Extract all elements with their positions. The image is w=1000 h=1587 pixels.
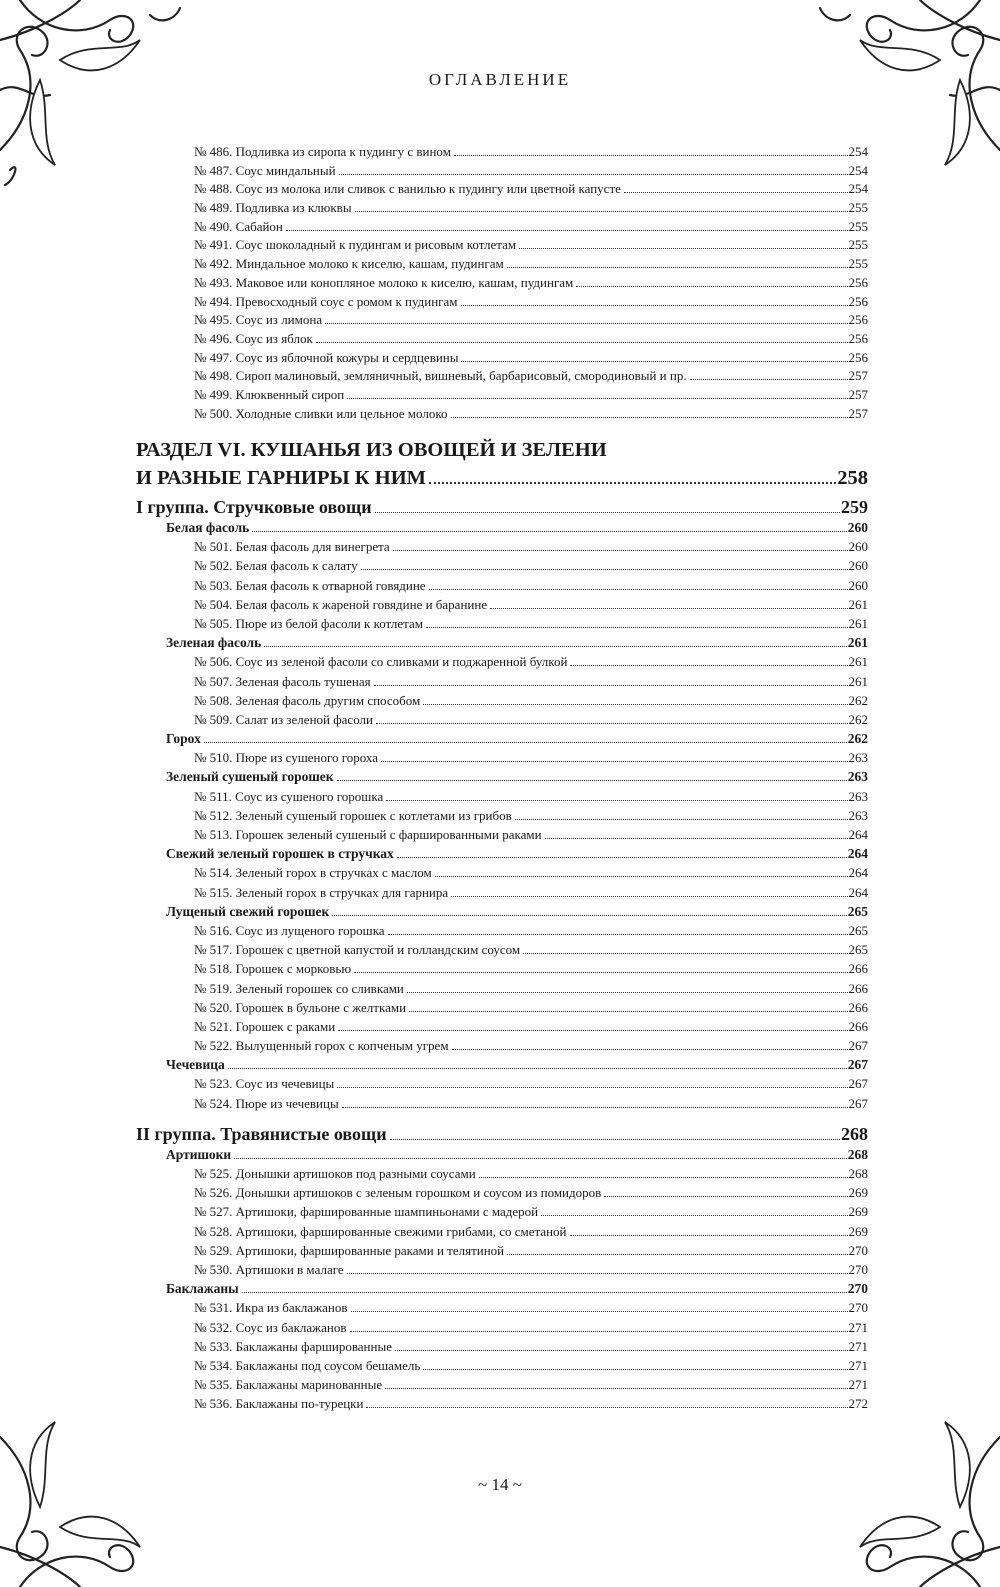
entry-page: 257 xyxy=(848,368,868,384)
entry-page: 254 xyxy=(848,144,868,159)
toc-entry-recipe[interactable] xyxy=(136,1183,868,1202)
entry-title: № 509. Салат из зеленой фасоли xyxy=(194,711,373,727)
section-heading[interactable] xyxy=(136,436,868,492)
entry-title: № 486. Подливка из сиропа к пудингу с вином xyxy=(194,144,451,159)
running-head: ОГЛАВЛЕНИЕ xyxy=(428,70,572,89)
toc-entry-recipe[interactable] xyxy=(136,386,868,405)
entry-page: 269 xyxy=(848,1204,868,1220)
entry-title: № 517. Горошек с цветной капустой и голландским соусом xyxy=(194,942,521,958)
entry-title: № 492. Миндальное молоко к киселю, кашам, пудингам xyxy=(194,256,504,272)
dot-leader xyxy=(355,211,848,212)
dot-leader xyxy=(386,800,847,801)
toc-entry-recipe[interactable] xyxy=(136,330,868,349)
toc-entry-recipe[interactable] xyxy=(136,979,868,998)
dot-leader xyxy=(351,1311,848,1312)
dot-leader xyxy=(375,512,840,513)
dot-leader xyxy=(388,934,848,935)
entry-title: № 526. Донышки артишоков с зеленым горошком и соусом из помидоров xyxy=(194,1185,602,1201)
dot-leader xyxy=(354,972,847,973)
entry-title: Зеленая фасоль xyxy=(166,635,262,651)
dot-leader xyxy=(407,992,848,993)
toc-entry-recipe[interactable] xyxy=(136,143,868,162)
entry-title: № 501. Белая фасоль для винегрета xyxy=(194,539,390,555)
entry-title: № 518. Горошек с морковью xyxy=(194,961,352,977)
entry-page: 263 xyxy=(848,750,868,766)
dot-leader xyxy=(515,819,848,820)
toc-list-top xyxy=(136,143,868,423)
entry-title: № 493. Маковое или конопляное молоко к киселю, кашам, пудингам xyxy=(194,274,574,290)
entry-page: 266 xyxy=(848,1018,868,1034)
entry-page: 255 xyxy=(848,256,868,272)
entry-page: 269 xyxy=(848,1185,868,1201)
entry-title: № 513. Горошек зеленый сушеный с фаршированными раками xyxy=(194,827,542,842)
entry-title: Горох xyxy=(166,731,201,747)
toc-entry-subgroup[interactable] xyxy=(136,1279,868,1298)
dot-leader xyxy=(519,248,847,249)
dot-leader xyxy=(325,323,847,324)
toc-entry-recipe[interactable] xyxy=(136,959,868,978)
entry-title: № 495. Соус из лимона xyxy=(194,312,323,328)
toc-entry-recipe[interactable] xyxy=(136,672,868,691)
dot-leader xyxy=(451,417,848,418)
entry-page: 270 xyxy=(848,1261,868,1277)
toc-entry-recipe[interactable] xyxy=(136,405,868,424)
entry-page: 266 xyxy=(848,980,868,996)
toc-entry-recipe[interactable] xyxy=(136,1318,868,1337)
toc-entry-recipe[interactable] xyxy=(136,218,868,237)
dot-leader xyxy=(347,398,847,399)
entry-page: 256 xyxy=(848,330,868,346)
entry-title: № 511. Соус из сушеного горошка xyxy=(194,788,384,804)
dot-leader xyxy=(337,1087,847,1088)
entry-title: Зеленый сушеный горошек xyxy=(166,769,334,785)
toc-entry-recipe[interactable] xyxy=(136,1394,868,1413)
toc-entry-subgroup[interactable] xyxy=(136,902,868,921)
entry-title: Свежий зеленый горошек в стручках xyxy=(166,846,394,862)
entry-title: № 497. Соус из яблочной кожуры и сердцевины xyxy=(194,349,459,365)
toc-entry-recipe[interactable] xyxy=(136,556,868,575)
dot-leader xyxy=(423,1369,847,1370)
entry-page: 261 xyxy=(847,635,868,651)
entry-page: 261 xyxy=(848,673,868,689)
entry-page: 261 xyxy=(848,654,868,670)
dot-leader xyxy=(242,1292,847,1293)
dot-leader xyxy=(545,838,848,839)
dot-leader xyxy=(361,569,848,570)
entry-page: 260 xyxy=(848,558,868,574)
dot-leader xyxy=(286,230,848,231)
toc-entry-recipe[interactable] xyxy=(136,652,868,671)
entry-title: № 535. Баклажаны маринованные xyxy=(194,1377,383,1393)
entry-title: № 533. Баклажаны фаршированные xyxy=(194,1338,392,1354)
entry-page: 271 xyxy=(848,1357,868,1373)
page-number: ~ 14 ~ xyxy=(478,1475,522,1494)
entry-page: 260 xyxy=(848,539,868,555)
entry-title: № 516. Соус из лущеного горошка xyxy=(194,922,385,938)
dot-leader xyxy=(397,857,847,858)
toc-entry-recipe[interactable] xyxy=(136,1036,868,1055)
dot-leader xyxy=(423,704,847,705)
dot-leader xyxy=(376,723,848,724)
dot-leader xyxy=(570,665,847,666)
toc-entry-recipe[interactable] xyxy=(136,1260,868,1279)
entry-page: 263 xyxy=(848,788,868,804)
entry-title: № 528. Артишоки, фаршированные свежими грибами, со сметаной xyxy=(194,1223,567,1239)
dot-leader xyxy=(374,685,848,686)
entry-page: 267 xyxy=(848,1095,868,1111)
toc-entry-recipe[interactable] xyxy=(136,1298,868,1317)
toc-entry-recipe[interactable] xyxy=(136,863,868,882)
dot-leader xyxy=(234,1158,847,1159)
toc-entry-recipe[interactable] xyxy=(136,787,868,806)
entry-page: 267 xyxy=(847,1057,868,1073)
dot-leader xyxy=(264,646,846,647)
dot-leader xyxy=(338,1030,847,1031)
entry-page: 262 xyxy=(848,692,868,708)
toc-entry-recipe[interactable] xyxy=(136,274,868,293)
entry-page: 268 xyxy=(847,1146,868,1162)
toc-entry-recipe[interactable] xyxy=(136,1375,868,1394)
toc-entry-recipe[interactable] xyxy=(136,1241,868,1260)
entry-title: II группа. Травянистые овощи xyxy=(136,1123,387,1144)
dot-leader xyxy=(435,876,848,877)
entry-title: № 504. Белая фасоль к жареной говядине и баранине xyxy=(194,596,488,612)
toc-entry-subgroup[interactable] xyxy=(136,633,868,652)
entry-title: № 491. Соус шоколадный к пудингам и рисовым котлетам xyxy=(194,237,517,253)
dot-leader xyxy=(426,627,847,628)
entry-title: № 490. Сабайон xyxy=(194,218,283,234)
entry-page: 260 xyxy=(847,520,868,535)
entry-title: № 512. Зеленый сушеный горошек с котлетами из грибов xyxy=(194,807,512,823)
dot-leader xyxy=(339,174,848,175)
entry-page: 267 xyxy=(848,1038,868,1054)
entry-title: № 508. Зеленая фасоль другим способом xyxy=(194,692,421,708)
toc-entry-recipe[interactable] xyxy=(136,537,868,556)
toc-entry-recipe[interactable] xyxy=(136,921,868,940)
entry-title: № 498. Сироп малиновый, земляничный, вишневый, барбарисовый, смородиновый и пр. xyxy=(194,368,687,384)
toc-entry-recipe[interactable] xyxy=(136,1074,868,1093)
entry-page: 271 xyxy=(848,1319,868,1335)
entry-title: № 521. Горошек с раками xyxy=(194,1018,336,1034)
dot-leader xyxy=(624,192,848,193)
toc-entry-recipe[interactable] xyxy=(136,576,868,595)
entry-page: 259 xyxy=(841,497,868,517)
toc-entry-recipe[interactable] xyxy=(136,691,868,710)
entry-page: 268 xyxy=(841,1123,868,1144)
toc-entry-recipe[interactable] xyxy=(136,1017,868,1036)
entry-page: 268 xyxy=(848,1166,868,1181)
entry-title: № 506. Соус из зеленой фасоли со сливками и поджаренной булкой xyxy=(194,654,568,670)
dot-leader xyxy=(541,1215,847,1216)
entry-page: 269 xyxy=(848,1223,868,1239)
entry-page: 264 xyxy=(848,865,868,881)
entry-page: 266 xyxy=(848,999,868,1015)
toc-entry-recipe[interactable] xyxy=(136,998,868,1017)
dot-leader xyxy=(576,286,847,287)
toc-entry-recipe[interactable] xyxy=(136,367,868,386)
entry-page: 262 xyxy=(848,711,868,727)
entry-title: № 532. Соус из баклажанов xyxy=(194,1319,347,1335)
entry-page: 272 xyxy=(848,1396,868,1412)
toc-entry-recipe[interactable] xyxy=(136,614,868,633)
dot-leader xyxy=(570,1235,848,1236)
toc-entry-recipe[interactable] xyxy=(136,1356,868,1375)
toc-entry-recipe[interactable] xyxy=(136,199,868,218)
entry-title: № 494. Превосходный соус с ромом к пудингам xyxy=(194,293,458,309)
entry-page: 255 xyxy=(848,237,868,253)
entry-title: № 502. Белая фасоль к салату xyxy=(194,558,358,574)
dot-leader xyxy=(429,589,848,590)
section-page: 258 xyxy=(837,467,868,489)
dot-leader xyxy=(385,1388,847,1389)
entry-title: № 536. Баклажаны по-турецки xyxy=(194,1396,364,1412)
entry-page: 256 xyxy=(848,349,868,365)
dot-leader xyxy=(228,1068,847,1069)
toc-entry-subgroup[interactable] xyxy=(136,518,868,537)
entry-page: 267 xyxy=(848,1076,868,1092)
toc-entry-subgroup[interactable] xyxy=(136,767,868,786)
entry-title: № 496. Соус из яблок xyxy=(194,330,313,346)
dot-leader xyxy=(523,953,847,954)
toc-entry-recipe[interactable] xyxy=(136,825,868,844)
toc-entry-recipe[interactable] xyxy=(136,349,868,368)
entry-title: Лущеный свежий горошек xyxy=(166,903,330,919)
entry-page: 261 xyxy=(848,596,868,612)
entry-page: 271 xyxy=(848,1377,868,1393)
entry-title: № 530. Артишоки в малаге xyxy=(194,1261,344,1277)
dot-leader xyxy=(461,361,847,362)
entry-page: 261 xyxy=(848,615,868,631)
entry-page: 265 xyxy=(847,903,868,919)
toc-entry-recipe[interactable] xyxy=(136,806,868,825)
entry-title: № 487. Соус миндальный xyxy=(194,162,336,178)
entry-title: № 522. Вылущенный горох с копченым угрем xyxy=(194,1038,449,1054)
entry-title: Баклажаны xyxy=(166,1281,239,1297)
entry-title: № 525. Донышки артишоков под разными соусами xyxy=(194,1166,476,1181)
entry-page: 264 xyxy=(848,827,868,842)
toc-entry-recipe[interactable] xyxy=(136,293,868,312)
entry-page: 255 xyxy=(848,200,868,216)
entry-page: 256 xyxy=(848,293,868,309)
entry-page: 255 xyxy=(848,218,868,234)
dot-leader xyxy=(490,608,847,609)
dot-leader xyxy=(429,482,836,484)
entry-title: Артишоки xyxy=(166,1146,232,1162)
entry-page: 266 xyxy=(848,961,868,977)
dot-leader xyxy=(451,896,847,897)
entry-title: № 524. Пюре из чечевицы xyxy=(194,1095,339,1111)
dot-leader xyxy=(381,761,848,762)
entry-title: № 514. Зеленый горох в стручках с маслом xyxy=(194,865,432,881)
entry-title: № 510. Пюре из сушеного гороха xyxy=(194,750,378,766)
dot-leader xyxy=(366,1407,847,1408)
dot-leader xyxy=(337,780,847,781)
toc-list-main xyxy=(136,496,868,1413)
entry-page: 263 xyxy=(847,769,868,785)
dot-leader xyxy=(204,742,847,743)
toc-entry-recipe[interactable] xyxy=(136,1164,868,1183)
dot-leader xyxy=(479,1177,848,1178)
dot-leader xyxy=(395,1350,848,1351)
section-title-line2: И РАЗНЫЕ ГАРНИРЫ К НИМ xyxy=(136,467,426,489)
entry-page: 270 xyxy=(847,1281,868,1297)
entry-title: № 503. Белая фасоль к отварной говядине xyxy=(194,577,426,593)
toc-entry-recipe[interactable] xyxy=(136,1222,868,1241)
entry-page: 257 xyxy=(848,405,868,421)
toc-entry-subgroup[interactable] xyxy=(136,729,868,748)
dot-leader xyxy=(342,1107,848,1108)
toc-entry-recipe[interactable] xyxy=(136,1094,868,1113)
dot-leader xyxy=(347,1273,848,1274)
dot-leader xyxy=(604,1196,847,1197)
toc-entry-recipe[interactable] xyxy=(136,883,868,902)
toc-entry-group[interactable] xyxy=(136,496,868,518)
toc-entry-recipe[interactable] xyxy=(136,748,868,767)
entry-page: 270 xyxy=(848,1300,868,1316)
dot-leader xyxy=(690,379,848,380)
toc-entry-recipe[interactable] xyxy=(136,1337,868,1356)
entry-title: № 519. Зеленый горошек со сливками xyxy=(194,980,404,996)
entry-page: 254 xyxy=(848,162,868,178)
entry-title: № 499. Клюквенный сироп xyxy=(194,386,345,402)
entry-page: 260 xyxy=(848,577,868,593)
entry-title: № 505. Пюре из белой фасоли к котлетам xyxy=(194,615,424,631)
entry-page: 256 xyxy=(848,312,868,328)
dot-leader xyxy=(452,1049,848,1050)
dot-leader xyxy=(507,1254,847,1255)
dot-leader xyxy=(454,155,848,156)
entry-page: 270 xyxy=(848,1242,868,1258)
toc-entry-recipe[interactable] xyxy=(136,311,868,330)
entry-page: 257 xyxy=(848,386,868,402)
entry-title: № 500. Холодные сливки или цельное молоко xyxy=(194,405,448,421)
entry-title: № 531. Икра из баклажанов xyxy=(194,1300,348,1316)
entry-title: № 523. Соус из чечевицы xyxy=(194,1076,335,1092)
entry-page: 264 xyxy=(847,846,868,862)
entry-title: № 520. Горошек в бульоне с желтками xyxy=(194,999,407,1015)
toc-entry-recipe[interactable] xyxy=(136,180,868,199)
section-title-row xyxy=(136,464,868,492)
dot-leader xyxy=(332,915,846,916)
toc-entry-recipe[interactable] xyxy=(136,710,868,729)
entry-title: № 515. Зеленый горох в стручках для гарнира xyxy=(194,884,449,900)
entry-title: № 488. Соус из молока или сливок с ванилью к пудингу или цветной капусте xyxy=(194,181,621,197)
toc-entry-recipe[interactable] xyxy=(136,595,868,614)
entry-title: № 489. Подливка из клюквы xyxy=(194,200,352,216)
dot-leader xyxy=(409,1011,847,1012)
entry-page: 263 xyxy=(848,807,868,823)
entry-title: № 534. Баклажаны под соусом бешамель xyxy=(194,1357,421,1373)
entry-title: № 529. Артишоки, фаршированные раками и телятиной xyxy=(194,1242,505,1258)
dot-leader xyxy=(390,1139,840,1140)
toc-entry-recipe[interactable] xyxy=(136,162,868,181)
dot-leader xyxy=(350,1331,848,1332)
entry-page: 265 xyxy=(848,922,868,938)
toc-entry-recipe[interactable] xyxy=(136,255,868,274)
entry-title: № 527. Артишоки, фаршированные шампиньонами с мадерой xyxy=(194,1204,539,1220)
dot-leader xyxy=(252,531,846,532)
entry-title: № 507. Зеленая фасоль тушеная xyxy=(194,673,371,689)
toc-entry-subgroup[interactable] xyxy=(136,1145,868,1164)
toc-entry-subgroup[interactable] xyxy=(136,1055,868,1074)
entry-title: I группа. Стручковые овощи xyxy=(136,497,372,517)
dot-leader xyxy=(507,267,848,268)
dot-leader xyxy=(393,550,848,551)
toc-entry-recipe[interactable] xyxy=(136,236,868,255)
toc-entry-group[interactable] xyxy=(136,1123,868,1145)
entry-title: Чечевица xyxy=(166,1057,225,1073)
toc-entry-recipe[interactable] xyxy=(136,1202,868,1221)
section-title-line1: РАЗДЕЛ VI. КУШАНЬЯ ИЗ ОВОЩЕЙ И ЗЕЛЕНИ xyxy=(136,439,607,461)
entry-page: 254 xyxy=(848,181,868,197)
entry-page: 262 xyxy=(847,731,868,747)
entry-page: 264 xyxy=(848,884,868,900)
dot-leader xyxy=(316,342,848,343)
toc-entry-recipe[interactable] xyxy=(136,940,868,959)
entry-page: 265 xyxy=(848,942,868,958)
entry-title: Белая фасоль xyxy=(166,520,250,535)
entry-page: 256 xyxy=(848,274,868,290)
entry-page: 271 xyxy=(848,1338,868,1354)
dot-leader xyxy=(461,305,848,306)
toc-entry-subgroup[interactable] xyxy=(136,844,868,863)
